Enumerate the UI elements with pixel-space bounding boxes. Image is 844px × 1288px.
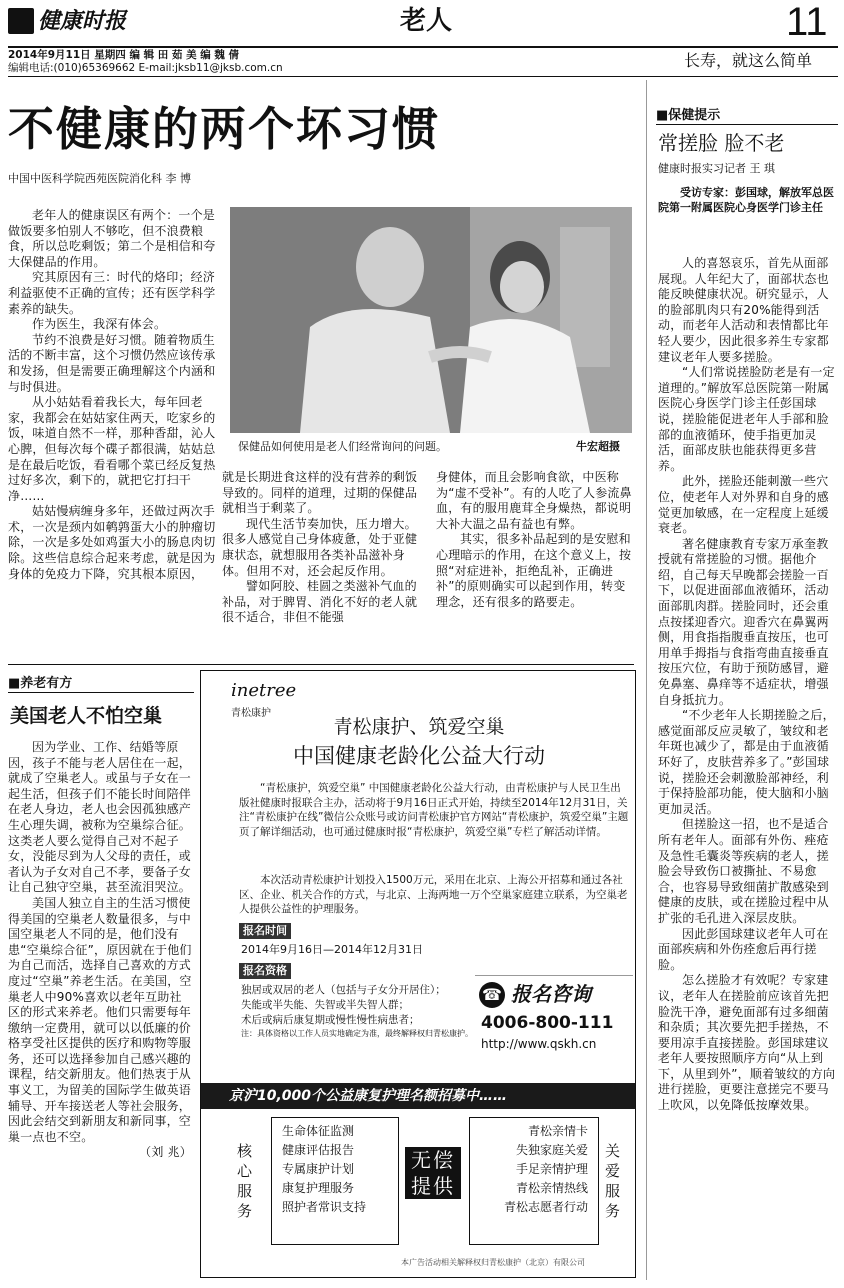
ad-free-badge: 无偿提供 — [405, 1147, 461, 1199]
ad-care-item: 青松亲情热线 — [515, 1181, 588, 1195]
ad-hotline-label: 报名咨询 — [511, 982, 591, 1006]
logo-mark-icon — [8, 8, 34, 34]
main-para: 老年人的健康误区有两个：一个是做饭要多怕别人不够吃，但不浪费粮食，所以总吃剩饭；第二个是相信和夸大保健品的作用。 — [8, 208, 216, 269]
ad-url: http://www.qskh.cn — [481, 1037, 597, 1051]
side-para: 人的喜怒哀乐，首先从面部展现。人年纪大了，面部状态也能反映健康状况。研究显示，人的脸部肌肉只有20%能得到活动，而老年人活动和表情都比年轻人要少，因此很多养生专家都建议老年人要多搓脸。 — [658, 256, 829, 364]
ad-brand: inetree — [231, 680, 297, 701]
ad-core-label: 核心服务 — [237, 1142, 253, 1220]
side-para: 因此彭国球建议老年人可在面部疾病和外伤痊愈后再行搓脸。 — [658, 926, 829, 972]
ad-brand-cn: 青松康护 — [231, 708, 271, 719]
main-column-2 — [222, 470, 422, 660]
ad-hotline-box — [475, 975, 633, 1061]
main-para: 节约不浪费是好习惯。随着物质生活的不断丰富，这个习惯仍然应该传承和发扬，但是需要正确理解这个内涵和与时俱进。 — [8, 332, 216, 394]
ad-label-qualification: 报名资格 — [239, 963, 291, 979]
side-expert: 受访专家：彭国球，解放军总医院第一附属医院心身医学门诊主任 — [658, 186, 834, 214]
ad-qualification-note: 注：具体资格以工作人员实地确定为准，最终解释权归青松康护。 — [241, 1029, 473, 1038]
ad-time-value: 2014年9月16日—2014年12月31日 — [241, 943, 423, 956]
story-para: 因为学业、工作、结婚等原因，孩子不能与老人居住在一起，就成了空巢老人。或虽与子女在一起生活，但孩子们不能长时间陪伴在老人身边，老人也会因孤独感产生心理失调，被称为空巢综合征。这类老人要么觉得自己对不起子女，没能尽到为人父母的责任，或者认为子女对自己不孝，要备子女让自己独守空巢，甚至流泪哭泣。 — [8, 740, 192, 895]
side-para: 著名健康教育专家万承奎教授就有常搓脸的习惯。据他介绍，自己每天早晚都会搓脸一百下，以促进面部血液循环，活动面部肌肉群。搓脸同时，还会重点按揉迎香穴。迎香穴在鼻翼两侧，用食指指腹垂直按压，也可用单手拇指与食指弯曲直接垂直按压穴位，有助于预防感冒，避免鼻塞、鼻痒等不适症状，增强自身抵抗力。 — [658, 536, 829, 707]
story-signature: （刘 兆） — [139, 1145, 192, 1160]
ad-core-list — [271, 1117, 399, 1245]
side-byline: 健康时报实习记者 王 琪 — [658, 162, 775, 175]
side-para: 怎么搓脸才有效呢？专家建议，老年人在搓脸前应该首先把脸洗干净，避免面部有过多细菌和杂质；其次要先把手搓热，不要用凉手直接搓脸。彭国球建议老年人要按照顺序方向“从上到下，从里到外”，顺着皱纹的方向进行搓脸，更要注意搓完不要马上吹风，以免降低按摩效果。 — [658, 973, 836, 1113]
date-line: 2014年9月11日 星期四 编 辑 田 茹 美 编 魏 倩 — [8, 49, 240, 61]
side-divider — [646, 80, 647, 1280]
main-column-1 — [8, 208, 220, 660]
ad-care-list — [469, 1117, 599, 1245]
main-para: 身健体，而且会影响食欲，中医称为“虚不受补”。有的人吃了人参流鼻血，有的服用鹿茸全身燥热，都说明大补大温之品有益也有弊。 — [436, 470, 632, 531]
photo-elderly-consultation — [230, 207, 632, 433]
main-para: 作为医生，我深有体会。 — [32, 317, 167, 332]
main-byline: 中国中医科学院西苑医院消化科 李 博 — [8, 172, 191, 185]
side-para: “人们常说搓脸防老是有一定道理的。”解放军总医院第一附属医院心身医学门诊主任彭国球说，搓脸能促进老年人手部和脸部的血液循环，使手指更加灵活，面部皮肤也能获得更多营养。 — [658, 365, 835, 473]
ad-banner: 京沪10,000个公益康复护理名额招募中…… — [201, 1083, 636, 1109]
ad-body-1: “青松康护，筑爱空巢” 中国健康老龄化公益大行动，由青松康护与人民卫生出版社健康时报联合主办，活动将于9月16日正式开始，持续至2014年12月31日，关注“青松康护在线”微信公众账号或访问青松康护官方网站“青松康护，筑爱空巢”主题页了解详细活动，也可通过健康时报“青松康护，筑爱空巢”专栏了解活动详情。 — [239, 782, 629, 838]
ad-core-item: 生命体征监测 — [282, 1124, 355, 1138]
mid-rule — [8, 664, 634, 665]
main-para: 究其原因有三：时代的烙印；经济利益驱使不正确的宣传；还有医学科学素养的缺失。 — [8, 270, 216, 316]
advertisement — [200, 670, 636, 1278]
photo-credit: 牛宏超摄 — [576, 440, 620, 453]
ad-body-2: 本次活动青松康护计划投入1500万元，采用在北京、上海公开招募和通过各社区、企业、机关合作的方式，与北京、上海两地一万个空巢家庭建立联系，为空巢老人提供公益性的护理服务。 — [239, 874, 628, 915]
ad-core-item: 照护者常识支持 — [282, 1200, 367, 1214]
ad-care-item: 失独家庭关爱 — [515, 1143, 588, 1157]
side-section-label: ■保健提示 — [656, 104, 838, 125]
ad-footnote: 本广告活动相关解释权归青松康护（北京）有限公司 — [401, 1258, 585, 1267]
ad-core-item: 健康评估报告 — [282, 1143, 355, 1157]
ad-label-time: 报名时间 — [239, 923, 291, 939]
main-para: 譬如阿胶、桂圆之类滋补气血的补品，对于脾胃、消化不好的老人就很不适合，非但不能强 — [222, 579, 418, 625]
main-para: 其实，很多补品起到的是安慰和心理暗示的作用，在这个意义上，按照“对症进补，拒绝乱补，正确进补”的原则确实可以起到作用，转变理念，还有很多的路要走。 — [436, 532, 632, 609]
slogan: 长寿，就这么简单 — [684, 51, 813, 70]
side-para: “不少老年人长期搓脸之后，感觉面部反应灵敏了，皱纹和老年斑也减少了，都是由于血液循环好了，皮肤营养多了。”彭国球说，搓脸还会刺激脸部神经，利于保持脸部功能，使大脑和小脑更加灵活。 — [658, 708, 835, 816]
article-photo — [230, 207, 632, 433]
story-para: 美国人独立自主的生活习惯使得美国的空巢老人数量很多，与中国空巢老人不同的是，他们没有患“空巢综合征”，原因就在于他们为自己而活，选择自己喜欢的方式度过“空巢”养老生活。在美国，空巢老人中90%喜欢以老年互助社区的形式来养老。他们只需要每年缴纳一定费用，就可以以低廉的价格享受社区提供的医疗和购物等服务，还可以选择参加自己感兴趣的课程，结交新朋友。他们热衷于从事义工，为留美的国际学生做英语辅导、开车接送老人等社会服务，因此会结交到新朋友和新同事，空巢一点也不空。 — [8, 895, 192, 1144]
page-number: 11 — [786, 0, 828, 44]
photo-caption: 保健品如何使用是老人们经常询问的问题。 — [238, 440, 447, 453]
story-section-label: ■养老有方 — [8, 672, 194, 693]
masthead-rule — [8, 46, 838, 48]
main-column-3 — [436, 470, 634, 660]
main-para: 现代生活节奏加快，压力增大。很多人感觉自己身体疲惫，处于亚健康状态，就想服用各类补品滋补身体。但用不对，还会起反作用。 — [222, 516, 418, 578]
ad-care-label: 关爱服务 — [605, 1142, 621, 1220]
ad-core-item: 专属康护计划 — [282, 1162, 355, 1176]
main-para: 从小姑姑看着我长大，每年回老家，我都会在姑姑家住两天，吃家乡的饭，味道自然不一样，那种香甜，沁人心脾，但每次每个碟子都很满，姑姑总是在最后吃饭，看看哪个菜已经反复热过好多次，剩下的，就把它打扫干净…… — [8, 395, 216, 503]
side-body — [658, 256, 838, 1280]
main-headline: 不健康的两个坏习惯 — [8, 102, 440, 156]
ad-qualification-list — [241, 983, 471, 1040]
ad-care-item: 手足亲情护理 — [515, 1162, 588, 1176]
logo-text: 健康时报 — [38, 8, 127, 34]
phone-icon: ☎ — [479, 982, 505, 1008]
side-headline: 常搓脸 脸不老 — [658, 131, 785, 155]
main-para: 姑姑慢病缠身多年，还做过两次手术，一次是颈内如鹌鹑蛋大小的肿瘤切除，一次是多处如鸡蛋大小的肠息肉切除。这些信息综合起来考虑，就是因为身体的免疫力下降，究其根本原因， — [8, 504, 216, 581]
ad-care-item: 青松亲情卡 — [527, 1124, 588, 1138]
header-bottom-rule — [8, 76, 838, 77]
ad-qualification-item: 独居或双居的老人（包括与子女分开居住）； — [241, 984, 446, 996]
ad-qualification-item: 失能或半失能、失智或半失智人群； — [241, 999, 409, 1011]
section-name: 老人 — [400, 6, 453, 36]
main-para: 就是长期进食这样的没有营养的剩饭导致的。同样的道理，过期的保健品就相当于剩菜了。 — [222, 470, 418, 516]
masthead — [8, 0, 838, 48]
ad-qualification-item: 术后或病后康复期或慢性慢性病患者； — [241, 1014, 420, 1026]
ad-care-item: 青松志愿者行动 — [503, 1200, 588, 1214]
ad-core-item: 康复护理服务 — [282, 1181, 355, 1195]
side-para: 此外，搓脸还能刺激一些穴位，使老年人对外界和自身的感觉更加敏感，在一定程度上延缓衰老。 — [658, 474, 829, 536]
story-headline: 美国老人不怕空巢 — [10, 705, 163, 727]
ad-hotline-number: 4006-800-111 — [481, 1013, 614, 1033]
newspaper-logo — [8, 8, 148, 36]
ad-title-2: 中国健康老龄化公益大行动 — [293, 744, 545, 768]
story-body — [8, 740, 192, 1280]
side-para: 但搓脸这一招，也不是适合所有老年人。面部有外伤、痤疮及急性毛囊炎等疾病的老人，搓脸会导致伤口被撕扯、不易愈合，也容易导致细菌扩散感染到健康的皮肤，或在搓脸过程中从扩张的毛孔进入深层皮肤。 — [658, 817, 829, 925]
contact-line: 编辑电话:(010)65369662 E-mail:jksb11@jksb.com.cn — [8, 62, 283, 74]
ad-title-1: 青松康护、筑爱空巢 — [333, 716, 505, 738]
